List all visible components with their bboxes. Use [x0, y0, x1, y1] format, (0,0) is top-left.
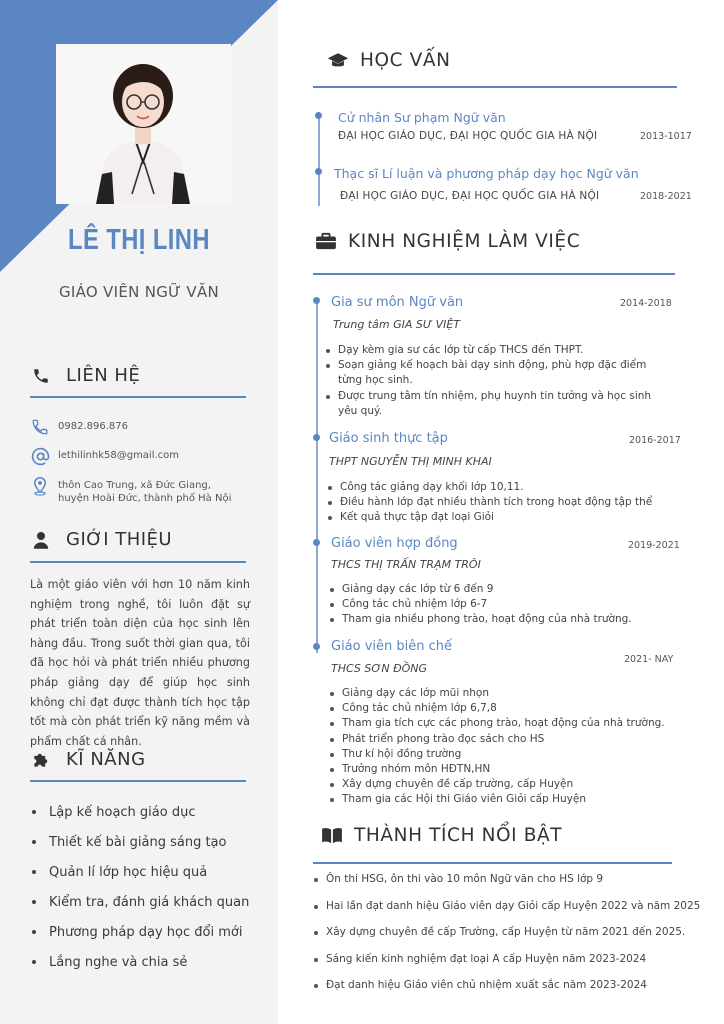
timeline-node [315, 168, 322, 175]
job-organization: THPT NGUYỄN THỊ MINH KHAI [329, 455, 492, 468]
duty-item: Công tác chủ nhiệm lớp 6,7,8 [328, 701, 678, 716]
duty-item: Kết quả thực tập đạt loại Giỏi [326, 510, 676, 525]
job-date: 2014-2018 [620, 298, 672, 309]
experience-section-title [314, 230, 580, 252]
job-organization: Trung tâm GIA SƯ VIỆT [333, 318, 461, 331]
duty-item: Công tác chủ nhiệm lớp 6-7 [328, 597, 676, 612]
duty-item: Dạy kèm gia sư các lớp từ cấp THCS đến THPT. [324, 343, 676, 358]
job-date: 2019-2021 [628, 540, 680, 551]
job-title: Giáo sinh thực tập [329, 431, 448, 446]
job-duties [328, 582, 676, 628]
education-school: ĐẠI HỌC GIÁO DỤC, ĐẠI HỌC QUỐC GIA HÀ NỘI [338, 130, 598, 142]
skills-title-text: KĨ NĂNG [66, 749, 146, 770]
achievement-item: Ôn thi HSG, ôn thi vào 10 môn Ngữ văn cho HS lớp 9 [313, 873, 700, 900]
contact-address: thôn Cao Trung, xã Đức Giang, huyện Hoài Đức, thành phố Hà Nội [58, 480, 232, 504]
duty-item: Được trung tâm tín nhiệm, phụ huynh tin tưởng và học sinh yêu quý. [324, 389, 676, 419]
experience-timeline [316, 298, 318, 653]
job-duties [324, 343, 676, 419]
education-date: 2018-2021 [640, 191, 692, 202]
achievement-item: Sáng kiến kinh nghiệm đạt loại A cấp Huyện năm 2023-2024 [313, 953, 700, 980]
sidebar [0, 0, 278, 1024]
education-title-text: HỌC VẤN [360, 49, 451, 71]
map-pin-icon [30, 476, 50, 496]
education-date: 2013-1017 [640, 131, 692, 142]
contact-phone[interactable]: 0982.896.876 [58, 421, 128, 432]
intro-title-text: GIỚI THIỆU [66, 529, 173, 550]
phone-outline-icon [30, 417, 50, 437]
briefcase-icon [314, 230, 338, 252]
skill-label: Lắng nghe và chia sẻ [49, 954, 188, 970]
duty-item: Giảng dạy các lớp mũi nhọn [328, 686, 678, 701]
skill-label: Kiểm tra, đánh giá khách quan [49, 894, 250, 910]
intro-paragraph: Là một giáo viên với hơn 10 năm kinh nghiệm trong nghề, tôi luôn đặt sự phát triển toàn diện của học sinh lên hàng đầu. Trong suốt thời gian qua, tôi đã học hỏi và phát triển nhiều phương pháp giảng dạy để giúp học sinh không chỉ đạt được thành tích học tập tốt mà còn phát triển kỹ năng mềm và phẩm chất cá nhân. [30, 578, 250, 748]
contact-email-row [30, 446, 179, 466]
timeline-node [313, 643, 320, 650]
skill-item [32, 857, 262, 887]
skill-item [32, 887, 262, 917]
user-icon [30, 530, 52, 550]
experience-divider [313, 273, 675, 275]
skill-item [32, 797, 262, 827]
experience-title-text: KINH NGHIỆM LÀM VIỆC [348, 230, 581, 252]
skill-label: Thiết kế bài giảng sáng tạo [49, 834, 227, 850]
job-organization: THCS THỊ TRẤN TRẠM TRÔI [331, 558, 481, 571]
contact-title-text: LIÊN HỆ [66, 365, 141, 386]
contact-section-title [30, 365, 140, 386]
skills-section-title [30, 749, 146, 770]
achievement-item: Hai lần đạt danh hiệu Giáo viên dạy Giỏi cấp Huyện 2022 và năm 2025 [313, 900, 700, 927]
timeline-node [315, 112, 322, 119]
duty-item: Phát triển phong trào đọc sách cho HS [328, 732, 678, 747]
duty-item: Tham gia tích cực các phong trào, hoạt động của nhà trường. [328, 716, 678, 731]
job-date: 2016-2017 [629, 435, 681, 446]
contact-email[interactable]: lethilinhk58@gmail.com [58, 450, 180, 461]
candidate-role: GIÁO VIÊN NGỮ VĂN [58, 283, 220, 301]
timeline-node [313, 297, 320, 304]
skill-label: Phương pháp dạy học đổi mới [49, 924, 243, 940]
timeline-node [313, 434, 320, 441]
education-section-title [326, 49, 451, 71]
skill-item [32, 947, 262, 977]
education-degree: Thạc sĩ Lí luận và phương pháp dạy học Ngữ văn [334, 166, 639, 181]
education-degree: Cử nhân Sư phạm Ngữ văn [338, 110, 506, 125]
profile-photo [56, 44, 231, 204]
job-title: Giáo viên biên chế [331, 639, 453, 654]
achievements-title-text: THÀNH TÍCH NỔI BẬT [354, 824, 563, 846]
phone-icon [30, 366, 52, 386]
candidate-name: LÊ THỊ LINH [68, 224, 210, 256]
job-organization: THCS SƠN ĐỒNG [331, 662, 428, 675]
puzzle-icon [30, 750, 52, 770]
duty-item: Tham gia nhiều phong trào, hoạt động của nhà trường. [328, 612, 676, 627]
skill-label: Lập kế hoạch giáo dục [49, 804, 196, 820]
job-date: 2021- NAY [624, 654, 674, 665]
at-sign-icon [30, 446, 50, 466]
duty-item: Công tác giảng dạy khối lớp 10,11. [326, 480, 676, 495]
job-title: Gia sư môn Ngữ văn [331, 295, 464, 310]
duty-item: Xây dựng chuyên đề cấp trường, cấp Huyện [328, 777, 678, 792]
achievement-item: Xây dựng chuyên đề cấp Trường, cấp Huyện từ năm 2021 đến 2025. [313, 926, 700, 953]
education-school: ĐẠI HỌC GIÁO DỤC, ĐẠI HỌC QUỐC GIA HÀ NỘI [340, 190, 600, 202]
job-duties [326, 480, 676, 526]
timeline-node [313, 539, 320, 546]
job-title: Giáo viên hợp đồng [331, 536, 458, 551]
education-timeline [318, 112, 320, 206]
education-divider [313, 86, 677, 88]
achievements-section-title [320, 824, 562, 846]
skill-item [32, 917, 262, 947]
duty-item: Trưởng nhóm môn HĐTN,HN [328, 762, 678, 777]
duty-item: Điều hành lớp đạt nhiều thành tích trong hoạt động tập thể [326, 495, 676, 510]
achievements-divider [313, 862, 672, 864]
contact-phone-row [30, 417, 128, 437]
contact-divider [30, 396, 246, 398]
skill-item [32, 827, 262, 857]
achievements-list [313, 873, 700, 1006]
duty-item: Soạn giảng kế hoạch bài dạy sinh động, phù hợp đặc điểm từng học sinh. [324, 358, 676, 388]
duty-item: Giảng dạy các lớp từ 6 đến 9 [328, 582, 676, 597]
graduation-cap-icon [326, 49, 350, 71]
skills-list [32, 797, 262, 977]
achievement-item: Đạt danh hiệu Giáo viên chủ nhiệm xuất sắc năm 2023-2024 [313, 979, 700, 1006]
duty-item: Tham gia các Hội thi Giáo viên Giỏi cấp Huyện [328, 792, 678, 807]
intro-section-title [30, 529, 172, 550]
skills-divider [30, 780, 246, 782]
duty-item: Thư kí hội đồng trường [328, 747, 678, 762]
book-icon [320, 824, 344, 846]
job-duties [328, 686, 678, 808]
skill-label: Quản lí lớp học hiệu quả [49, 864, 208, 880]
contact-address-row [30, 476, 231, 505]
intro-divider [30, 561, 246, 563]
